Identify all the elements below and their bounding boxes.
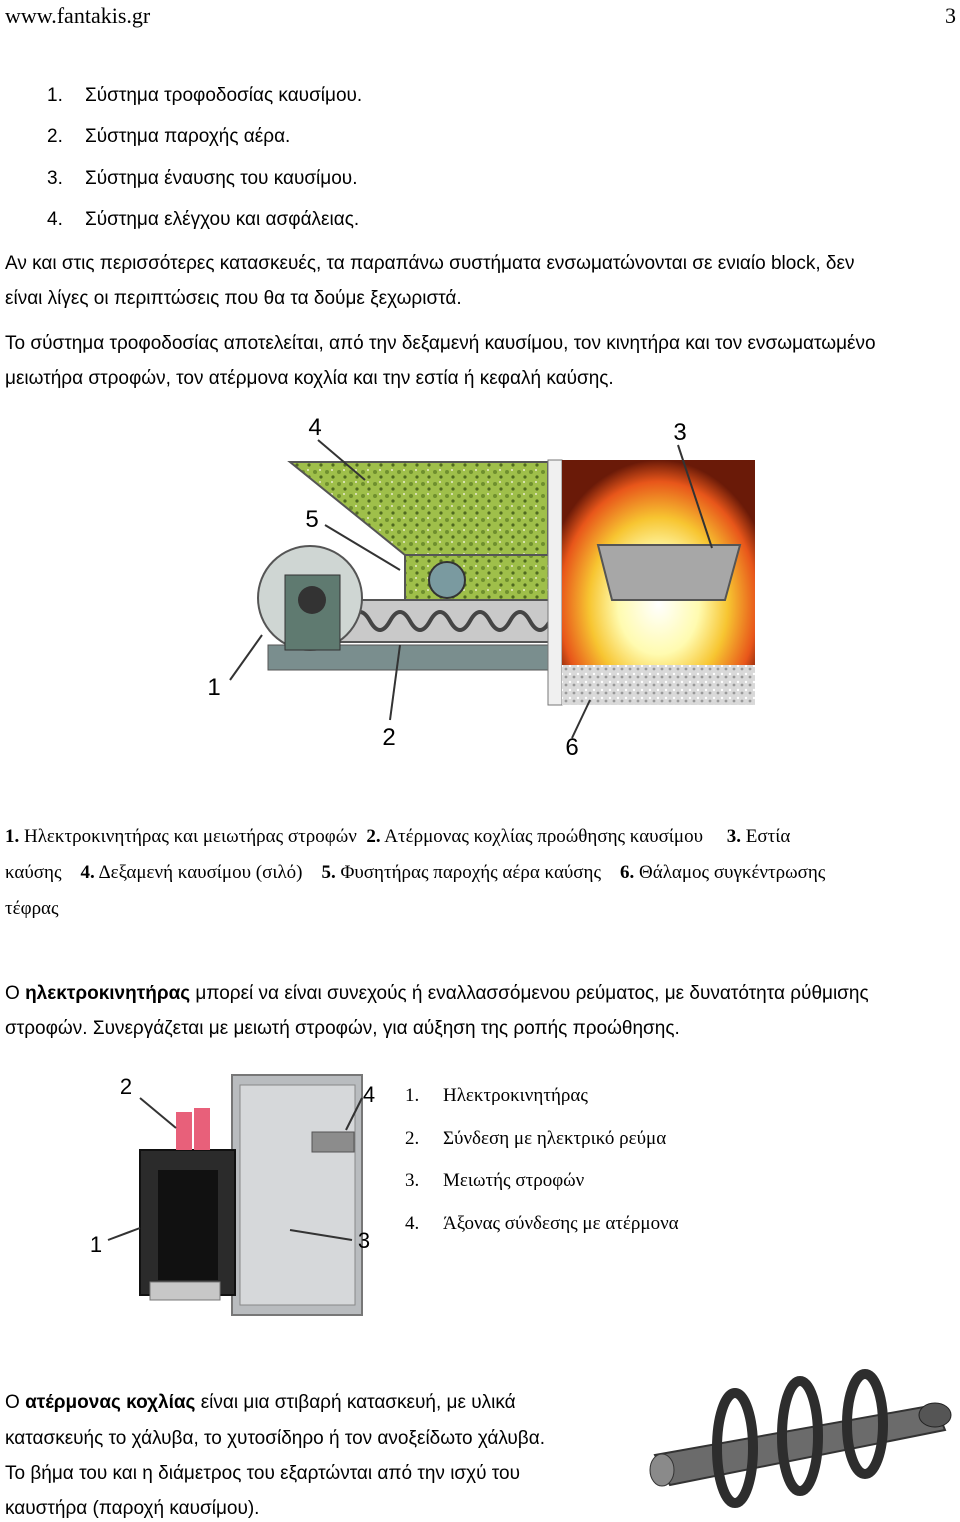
diagram-caption-line: 1. Ηλεκτροκινητήρας και μειωτήρας στροφών 2. Ατέρμονας κοχλίας προώθησης καυσίμου 3. Εστία: [5, 826, 791, 847]
diagram-label: 1: [207, 674, 221, 701]
paragraph-line: στροφών. Συνεργάζεται με μειωτή στροφών, για αύξηση της ροπής προώθησης.: [5, 1018, 680, 1039]
list-item: 2. Σύνδεση με ηλεκτρικό ρεύμα: [405, 1128, 667, 1149]
paragraph-line: Το βήμα του και η διάμετρος του εξαρτώνται από την ισχύ του: [5, 1463, 520, 1484]
list-item: 1. Σύστημα τροφοδοσίας καυσίμου.: [47, 85, 363, 106]
header-site: www.fantakis.gr: [5, 3, 151, 28]
ash-chamber: [562, 665, 755, 705]
paragraph-line: είναι λίγες οι περιπτώσεις που θα τα δούμε ξεχωριστά.: [5, 288, 462, 309]
paragraph-line: Ο ατέρμονας κοχλίας είναι μια στιβαρή κατασκευή, με υλικά: [5, 1392, 516, 1413]
diagram-label: 2: [382, 724, 396, 751]
list-item: 2. Σύστημα παροχής αέρα.: [47, 126, 291, 147]
hopper: [290, 462, 548, 555]
paragraph-line: κατασκευής το χάλυβα, το χυτοσίδηρο ή τον ανοξείδωτο χάλυβα.: [5, 1428, 545, 1449]
paragraph-line: μειωτήρα στροφών, τον ατέρμονα κοχλία και την εστία ή κεφαλή καύσης.: [5, 368, 614, 389]
list-item: 3. Μειωτής στροφών: [405, 1170, 585, 1191]
diagram-label: 4: [308, 414, 322, 441]
list-item: 3. Σύστημα έναυσης του καυσίμου.: [47, 168, 358, 189]
photo-label: 3: [357, 1228, 371, 1253]
list-item: 4. Άξονας σύνδεσης με ατέρμονα: [405, 1213, 679, 1234]
paragraph-line: Αν και στις περισσότερες κατασκευές, τα παραπάνω συστήματα ενσωματώνονται σε ενιαίο block, δεν: [5, 253, 855, 274]
burner-diagram: [200, 405, 770, 770]
photo-label: 1: [89, 1232, 103, 1257]
fan: [429, 562, 465, 598]
diagram-caption-line: τέφρας: [5, 898, 59, 919]
paragraph-line: καυστήρα (παροχή καυσίμου).: [5, 1498, 260, 1519]
diagram-label: 3: [673, 419, 687, 446]
photo-label: 2: [119, 1074, 133, 1099]
paragraph-line: Το σύστημα τροφοδοσίας αποτελείται, από την δεξαμενή καυσίμου, τον κινητήρα και τον ενσωματωμένο: [5, 333, 876, 354]
paragraph-line: Ο ηλεκτροκινητήρας μπορεί να είναι συνεχούς ή εναλλασσόμενου ρεύματος, με δυνατότητα ρύθμισης: [5, 983, 869, 1004]
diagram-label: 5: [305, 506, 319, 533]
diagram-caption-line: καύσης 4. Δεξαμενή καυσίμου (σιλό) 5. Φυσητήρας παροχής αέρα καύσης 6. Θάλαμος συγκέντρωσης: [5, 862, 826, 883]
motor-photo: [89, 1060, 385, 1328]
list-item: 4. Σύστημα ελέγχου και ασφάλειας.: [47, 209, 360, 230]
page-number: 3: [945, 3, 956, 28]
diagram-label: 6: [565, 734, 579, 761]
auger-screw-photo: [640, 1378, 958, 1522]
list-item: 1. Ηλεκτροκινητήρας: [405, 1085, 588, 1106]
photo-label: 4: [362, 1082, 376, 1107]
